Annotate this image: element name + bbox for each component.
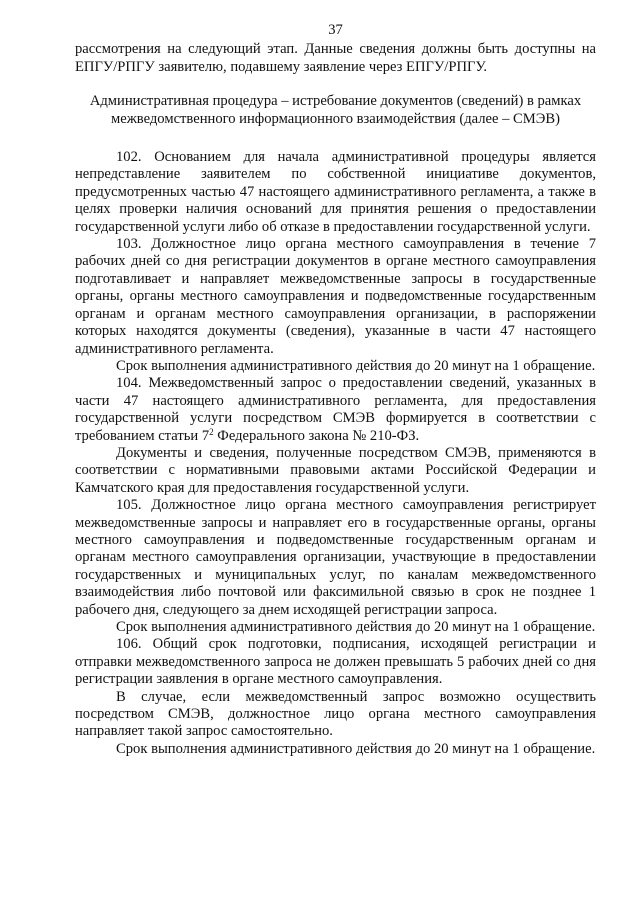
paragraph-104-superscript: 2 xyxy=(209,426,214,437)
section-heading xyxy=(75,93,596,128)
section-heading-line-2: межведомственного информационного взаимодействия (далее – СМЭВ) xyxy=(111,110,560,127)
paragraph-deadline: Срок выполнения административного действия до 20 минут на 1 обращение. xyxy=(116,740,596,757)
intro-paragraph: рассмотрения на следующий этап. Данные сведения должны быть доступны на ЕПГУ/РПГУ заявителю, подавшему заявление через ЕПГУ/РПГУ. xyxy=(75,41,596,75)
paragraph-102: 102. Основанием для начала административной процедуры является непредставление заявителем по собственной инициативе документов, предусмотренных частью 47 настоящего административного регламента, а также в целях проверки наличия оснований для принятия решения о предоставлении государственной услуги либо об отказе в предоставлении государственной услуги. xyxy=(75,149,596,235)
paragraph-deadline: Срок выполнения административного действия до 20 минут на 1 обращение. xyxy=(116,619,596,635)
paragraph-105: 105. Должностное лицо органа местного самоуправления регистрирует межведомственные запросы и направляет его в государственные органы, органы местного самоуправления и подведомственные государственным органам и органам местного самоуправления организации, участвующие в предоставлении государственных и муниципальных услуг, по каналам межведомственного взаимодействия либо почтовой или факсимильной связью в срок не позднее 1 рабочего дня, следующего за днем исходящей регистрации запроса. xyxy=(75,497,596,618)
paragraph-smev-documents: Документы и сведения, полученные посредством СМЭВ, применяются в соответствии с нормативными правовыми актами Российской Федерации и Камчатского края для предоставления государственной услуги. xyxy=(75,444,596,496)
page-number: 37 xyxy=(328,22,343,38)
paragraph-104 xyxy=(75,375,596,445)
paragraph-103: 103. Должностное лицо органа местного самоуправления в течение 7 рабочих дней со дня регистрации документов в органе местного самоуправления подготавливает и направляет межведомственные запросы в государственные органы, органы местного самоуправления и подведомственные государственным органам и органам местного самоуправления организации, в распоряжении которых находятся документы (сведения), указанные в части 47 настоящего административного регламента. xyxy=(75,236,596,357)
document-page xyxy=(75,22,596,758)
paragraph-deadline: Срок выполнения административного действия до 20 минут на 1 обращение. xyxy=(116,357,596,374)
paragraph-106: 106. Общий срок подготовки, подписания, исходящей регистрации и отправки межведомственного запроса не должен превышать 5 рабочих дней со дня регистрации заявления в органе местного самоуправления. xyxy=(75,636,596,688)
section-heading-line-1: Административная процедура – истребование документов (сведений) в рамках xyxy=(89,93,582,110)
paragraph-104-text: 104. Межведомственный запрос о предоставлении сведений, указанных в части 47 настоящего административного регламента, для предоставления государственной услуги посредством СМЭВ формируется в соответствии с требованием статьи 7 xyxy=(75,375,596,444)
paragraph-smev-case: В случае, если межведомственный запрос возможно осуществить посредством СМЭВ, должностное лицо органа местного самоуправления направляет такой запрос самостоятельно. xyxy=(75,688,596,740)
paragraph-104-tail: Федерального закона № 210-ФЗ. xyxy=(213,427,420,444)
